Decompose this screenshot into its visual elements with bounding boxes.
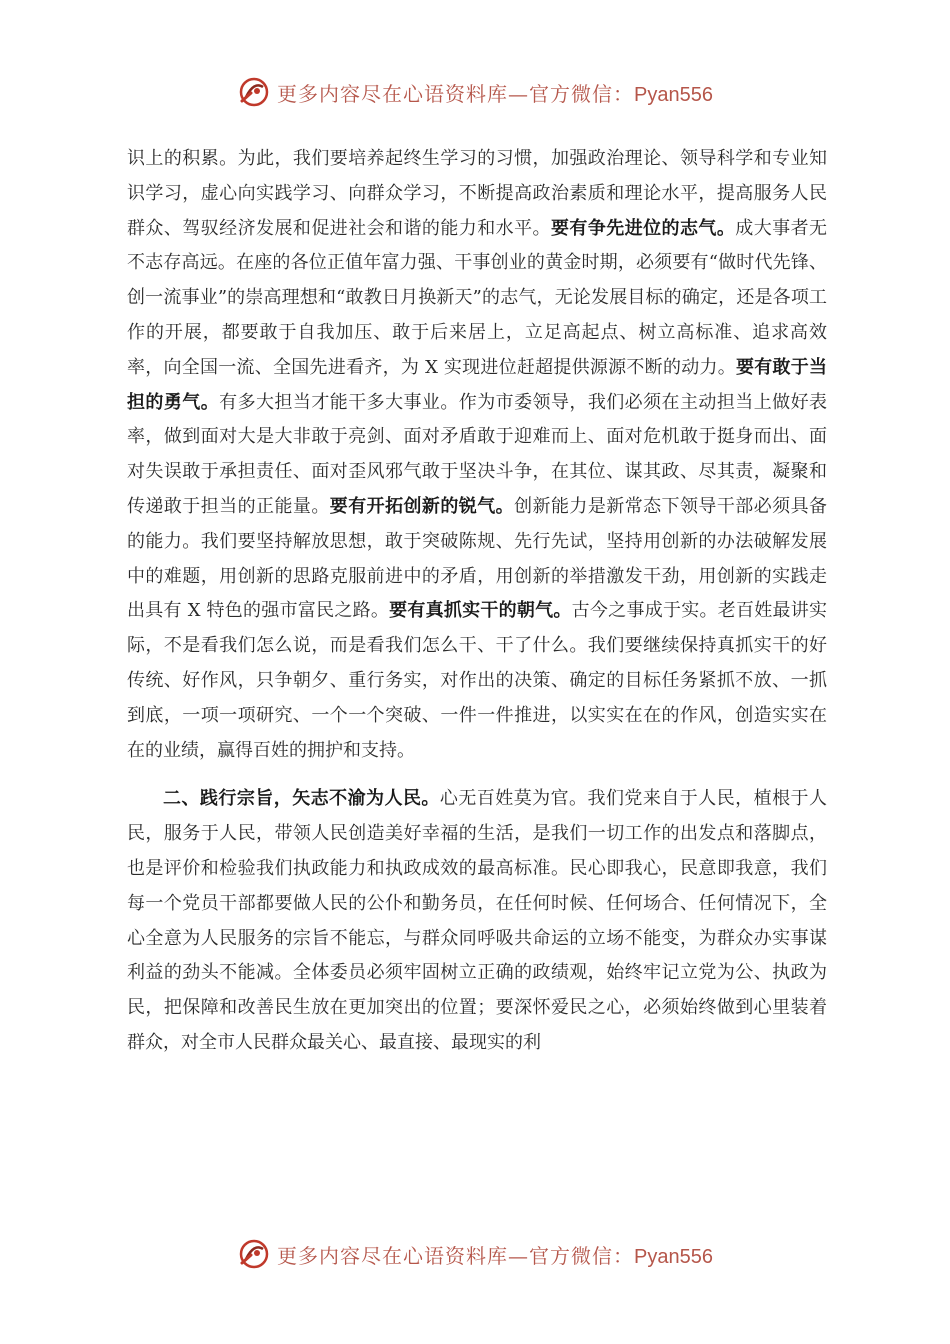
logo-icon <box>237 1237 271 1271</box>
watermark-text: 更多内容尽在心语资料库—官方微信： <box>277 81 635 106</box>
paragraph-2 <box>127 782 827 1060</box>
document-body <box>127 142 827 1061</box>
emphasis-innovation: 要有开拓创新的锐气。 <box>329 495 515 517</box>
paragraph-1 <box>127 142 827 768</box>
paragraph-1-text-3: 有多大担当才能干多大事业。作为市委领导，我们必须在主动担当上做好表率，做到面对大是大非敢于亮剑、面对矛盾敢于迎难而上、面对危机敢于挺身而出、面对失误敢于承担责任、面对歪风邪气敢于坚决斗争，在其位、谋其政、尽其责，凝聚和传递敢于担当的正能量。 <box>127 391 828 517</box>
watermark-text: 更多内容尽在心语资料库—官方微信： <box>277 1243 635 1268</box>
paragraph-1-text-4: 创新能力是新常态下领导干部必须具备的能力。我们要坚持解放思想，敢于突破陈规、先行先试，坚持用创新的办法破解发展中的难题，用创新的思路克服前进中的矛盾，用创新的举措激发干劲，用创新的实践走出具有 X 特色的强市富民之路。 <box>127 495 828 622</box>
emphasis-diligence: 要有真抓实干的朝气。 <box>389 600 572 622</box>
watermark-wechat-id: Pyan556 <box>634 83 713 106</box>
emphasis-courage: 要有敢于当担的勇气。 <box>127 356 827 413</box>
watermark-footer <box>0 1234 950 1274</box>
logo-icon <box>237 75 271 109</box>
watermark-label <box>277 1240 713 1269</box>
paragraph-1-text-1: 识上的积累。为此，我们要培养起终生学习的习惯，加强政治理论、领导科学和专业知识学习，虚心向实践学习、向群众学习，不断提高政治素质和理论水平，提高服务人民群众、驾驭经济发展和促进社会和谐的能力和水平。 <box>127 148 827 239</box>
paragraph-1-text-2: 成大事者无不志存高远。在座的各位正值年富力强、干事创业的黄金时期，必须要有“做时代先锋、创一流事业”的崇高理想和“敢教日月换新天”的志气，无论发展目标的确定，还是各项工作的开展，都要敢于自我加压、敢于后来居上，立足高起点、树立高标准、追求高效率，向全国一流、全国先进看齐，为 X 实现进位赶超提供源源不断的动力。 <box>127 217 828 378</box>
section-heading: 二、践行宗旨，矢志不渝为人民。 <box>163 788 440 810</box>
paragraph-1-text-5: 古今之事成于实。老百姓最讲实际，不是看我们怎么说，而是看我们怎么干、干了什么。我们要继续保持真抓实干的好传统、好作风，只争朝夕、重行务实，对作出的决策、确定的目标任务紧抓不放、一抓到底，一项一项研究、一个一个突破、一件一件推进，以实实在在的作风，创造实实在在的业绩，赢得百姓的拥护和支持。 <box>127 600 828 761</box>
paragraph-2-text: 心无百姓莫为官。我们党来自于人民，植根于人民，服务于人民，带领人民创造美好幸福的生活，是我们一切工作的出发点和落脚点，也是评价和检验我们执政能力和执政成效的最高标准。民心即我心，民意即我意，我们每一个党员干部都要做人民的公仆和勤务员，在任何时候、任何场合、任何情况下，全心全意为人民服务的宗旨不能忘，与群众同呼吸共命运的立场不能变，为群众办实事谋利益的劲头不能减。全体委员必须牢固树立正确的政绩观，始终牢记立党为公、执政为民，把保障和改善民生放在更加突出的位置；要深怀爱民之心，必须始终做到心里装着群众，对全市人民群众最关心、最直接、最现实的利 <box>127 788 828 1053</box>
watermark-wechat-id: Pyan556 <box>634 1245 713 1268</box>
emphasis-ambition: 要有争先进位的志气。 <box>550 217 736 239</box>
watermark-label <box>277 78 713 107</box>
watermark-header <box>0 72 950 112</box>
